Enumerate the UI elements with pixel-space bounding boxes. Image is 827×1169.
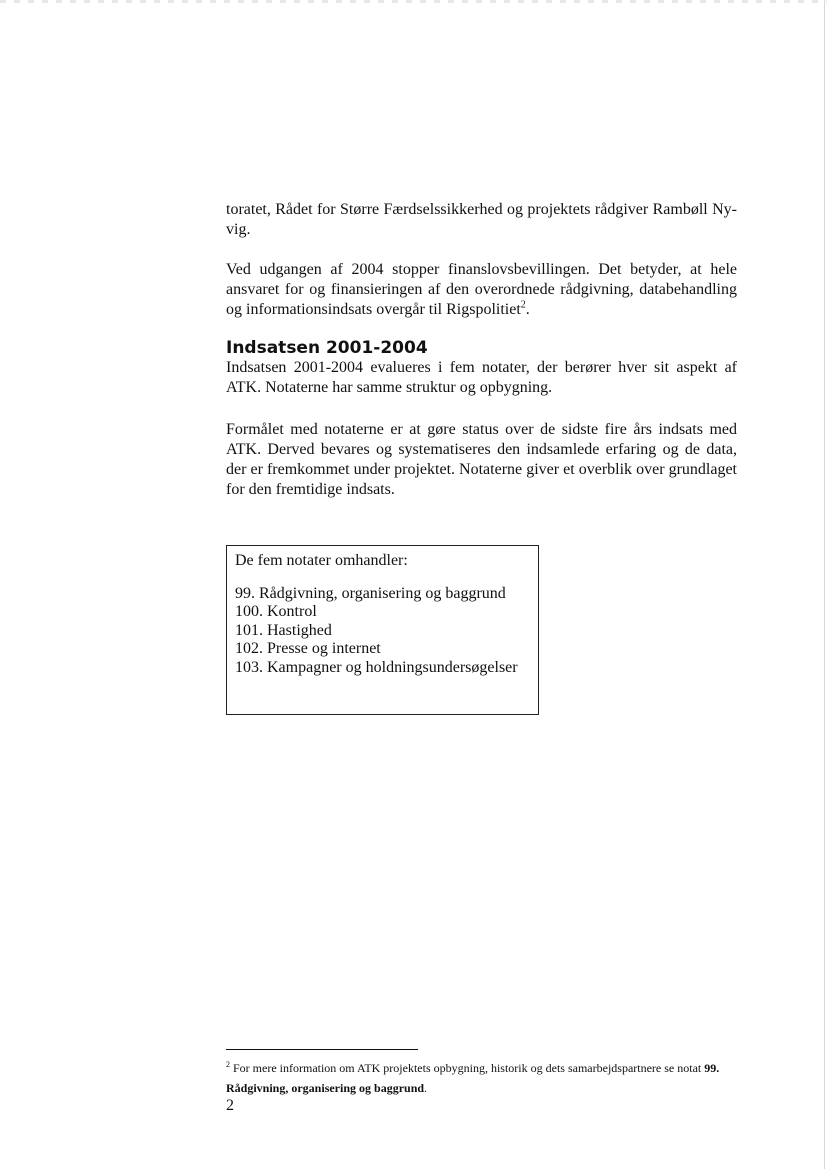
notes-list-item: 101. Hastighed (235, 621, 332, 639)
notes-list-item: 99. Rådgivning, organisering og baggrund (235, 584, 506, 602)
paragraph-2-end: . (525, 301, 530, 318)
notes-box (226, 545, 539, 715)
section-heading: Indsatsen 2001-2004 (226, 338, 428, 358)
footnote-end: . (424, 1081, 428, 1095)
paragraph-1: toratet, Rådet for Større Færdselssikkerhed og projektets rådgiver Rambøll Ny-vig. (226, 201, 737, 238)
footnote (226, 1058, 737, 1098)
notes-list-item: 100. Kontrol (235, 603, 317, 620)
paragraph-2 (226, 260, 737, 320)
footnote-text: For mere information om ATK projektets opbygning, historik og dets samarbejdspartnere se notat (230, 1061, 705, 1075)
paragraph-4: Formålet med notaterne er at gøre status over de sidste fire års indsats med ATK. Derved bevares og systematiseres den indsamlede erfaring og de data, der er fremkommet under projektet. Notaterne giver et overblik over grundlaget for den fremtidige indsats. (226, 421, 737, 498)
footnote-separator (226, 1049, 418, 1050)
notes-box-intro: De fem notater omhandler: (235, 552, 408, 569)
scan-edge-right (824, 0, 825, 1169)
paragraph-3: Indsatsen 2001-2004 evalueres i fem notater, der berører hver sit aspekt af ATK. Notaterne har samme struktur og opbygning. (226, 359, 737, 396)
scan-edge-top (0, 0, 827, 3)
notes-list (235, 585, 530, 678)
notes-list-item: 102. Presse og internet (235, 640, 381, 657)
page-number: 2 (226, 1097, 234, 1114)
footnote-marker: 2 (226, 1060, 230, 1069)
notes-list-item: 103. Kampagner og holdningsundersøgelser (235, 658, 518, 676)
footnote-bold-reference: 99. Rådgivning, organisering og baggrund (226, 1061, 720, 1095)
paragraph-2-text: Ved udgangen af 2004 stopper finanslovsbevillingen. Det betyder, at hele ansvaret for og finansieringen af den overordnede rådgivning, databehandling og informationsindsats overgår til Rigspolitiet (226, 261, 737, 318)
footnote-reference: 2 (520, 299, 526, 311)
